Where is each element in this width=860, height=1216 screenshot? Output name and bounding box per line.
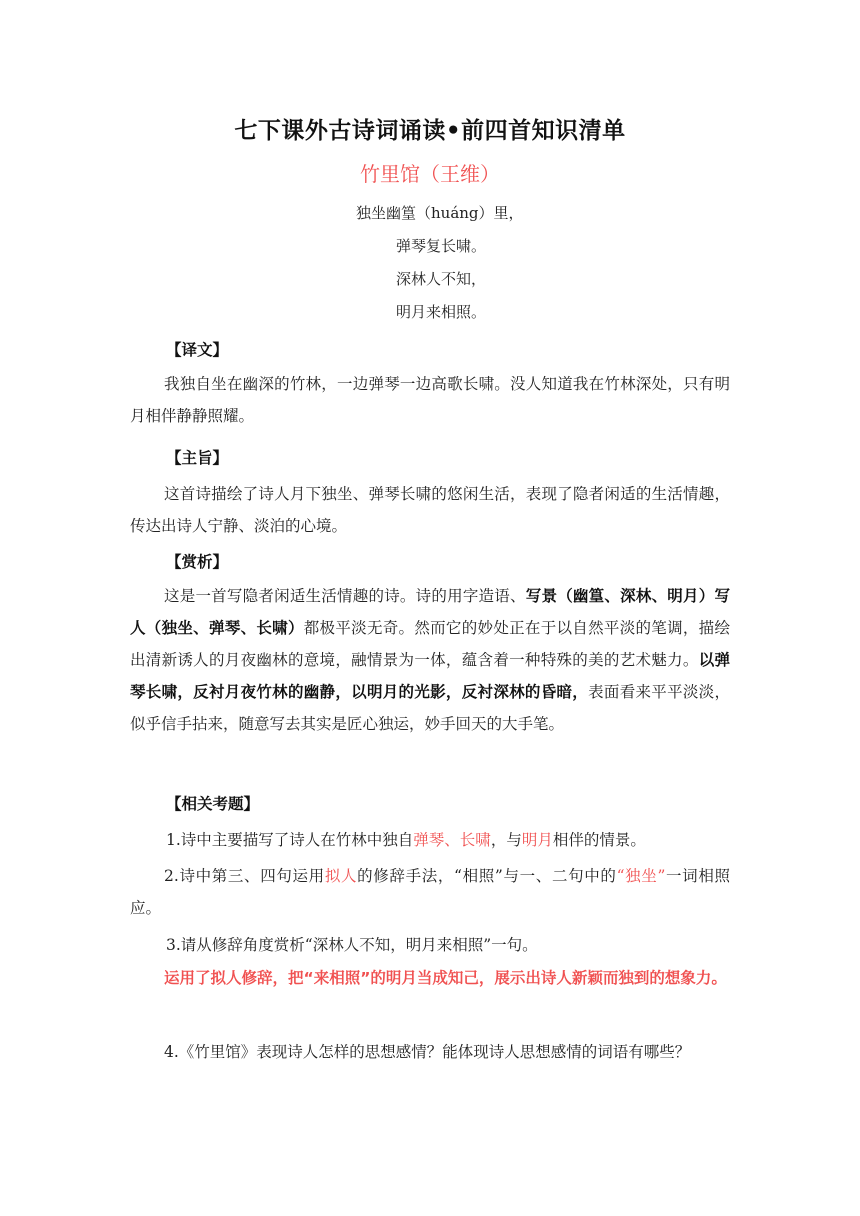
question-3: 3.请从修辞角度赏析“深林人不知，明月来相照”一句。 xyxy=(166,936,538,954)
translation-text: 我独自坐在幽深的竹林，一边弹琴一边高歌长啸。没人知道我在竹林深处，只有明月相伴静静照耀。 xyxy=(130,375,730,425)
poem-line: 独坐幽篁（huáng）里， xyxy=(356,204,524,222)
appreciation-highlight: 写景（幽篁、深林、明月）写人（独坐、弹琴、长啸） xyxy=(130,587,730,637)
answer-text: 明月 xyxy=(521,831,553,849)
exam-heading: 【相关考题】 xyxy=(166,795,260,813)
answer-3: 运用了拟人修辞，把“来相照”的明月当成知己，展示出诗人新颖而独到的想象力。 xyxy=(164,969,727,987)
theme-heading: 【主旨】 xyxy=(166,449,229,467)
poem-line: 明月来相照。 xyxy=(396,303,487,321)
poem-line: 弹琴复长啸。 xyxy=(396,237,487,255)
appreciation-text: 这是一首写隐者闲适生活情趣的诗。诗的用字造语、写景（幽篁、深林、明月）写人（独坐、弹琴、长啸）都极平淡无奇。然而它的妙处正在于以自然平淡的笔调，描绘出清新诱人的月夜幽林的意境，融情景为一体，蕴含着一种特殊的美的艺术魅力。以弹琴长啸，反衬月夜竹林的幽静，以明月的光影，反衬深林的昏暗，表面看来平平淡淡，似乎信手拈来，随意写去其实是匠心独运，妙手回天的大手笔。 xyxy=(130,587,730,733)
page-title: 七下课外古诗词诵读•前四首知识清单 xyxy=(234,118,626,144)
poem-title: 竹里馆（王维） xyxy=(360,162,500,186)
translation-heading: 【译文】 xyxy=(166,341,229,359)
answer-text: “独坐” xyxy=(616,867,666,885)
question-1: 1.诗中主要描写了诗人在竹林中独自弹琴、长啸，与明月相伴的情景。 xyxy=(166,831,646,849)
answer-text: 拟人 xyxy=(324,867,358,885)
answer-text: 弹琴、长啸 xyxy=(413,831,491,849)
poem-line: 深林人不知， xyxy=(396,270,487,288)
appreciation-highlight: 以弹琴长啸，反衬月夜竹林的幽静，以明月的光影，反衬深林的昏暗， xyxy=(130,651,730,701)
appreciation-heading: 【赏析】 xyxy=(166,553,229,571)
question-4: 4.《竹里馆》表现诗人怎样的思想感情？能体现诗人思想感情的词语有哪些？ xyxy=(164,1043,691,1061)
question-2: 2.诗中第三、四句运用拟人的修辞手法，“相照”与一、二句中的“独坐”一词相照应。 xyxy=(130,867,730,917)
theme-text: 这首诗描绘了诗人月下独坐、弹琴长啸的悠闲生活，表现了隐者闲适的生活情趣，传达出诗人宁静、淡泊的心境。 xyxy=(130,485,730,535)
